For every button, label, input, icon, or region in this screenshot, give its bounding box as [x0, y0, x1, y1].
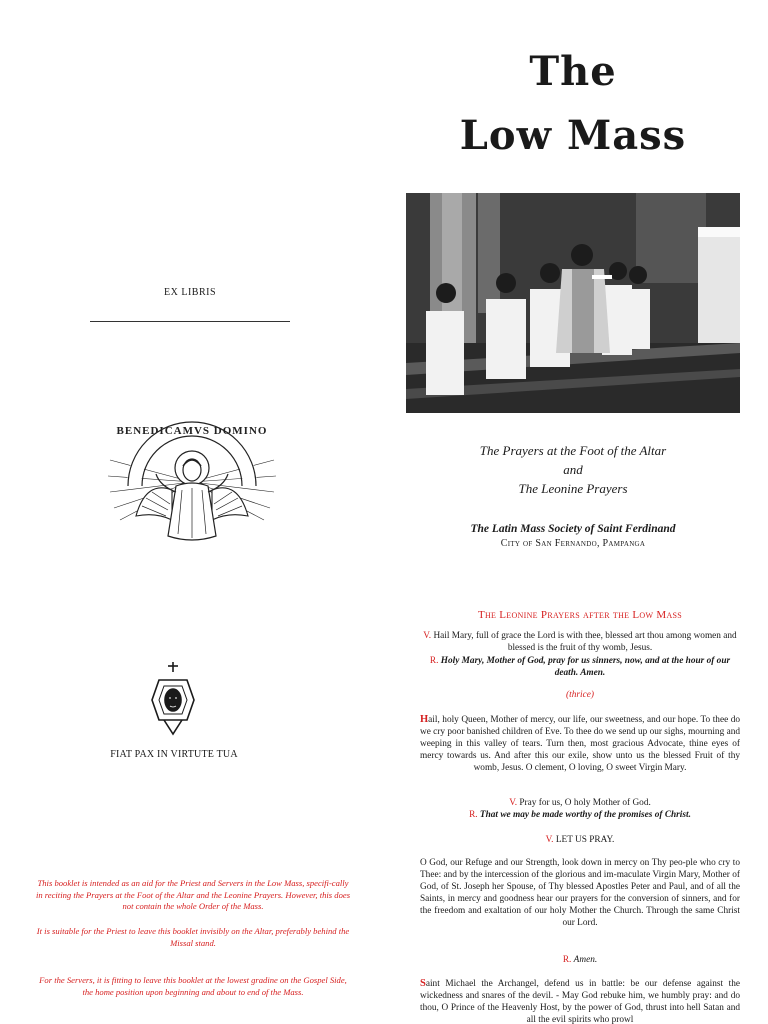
- ex-libris-label: EX LIBRIS: [164, 287, 216, 298]
- hail-mary-response: [420, 656, 740, 680]
- hail-mary-text: Hail Mary, full of grace the Lord is with thee, blessed art thou among women and blessed is the fruit of thy womb, Jesus.: [433, 631, 737, 653]
- usage-note-2: It is suitable for the Priest to leave this booklet invisibly on the Altar, preferably behind the Missal stand.: [36, 926, 350, 948]
- pray-for-us-text: Pray for us, O holy Mother of God.: [519, 798, 651, 808]
- response-mark: R.: [469, 810, 478, 820]
- holy-face-cross-emblem: [150, 660, 196, 736]
- let-us-pray-text: LET US PRAY.: [555, 835, 615, 845]
- usage-note-1: This booklet is intended as an aid for the Priest and Servers in the Low Mass, specifi-cally in reciting the Prayers at the Foot of the Altar and the Leonine Prayers. However, this does not contain the whole Order of the Mass.: [35, 878, 351, 911]
- let-us-pray-line: [420, 835, 740, 845]
- versicle-mark: V.: [509, 798, 518, 808]
- title-line-2: Low Mass: [459, 112, 687, 159]
- hail-holy-queen-initial: H: [420, 714, 429, 725]
- o-god-our-refuge-prayer: O God, our Refuge and our Strength, look down in mercy on Thy peo-ple who cry to Thee: and by the intercession of the glorious and im-maculate Virgin Mary, Mother of God, of St. Joseph her Spouse, of Thy blessed Apostles Peter and Paul, and of all the Saints, in mercy and goodness hear our prayers for the conversion of sinners, and for the freedom and exaltation of our holy Mother the Church. Through the same Christ our Lord.: [420, 858, 740, 928]
- subtitle-line-2: The Leonine Prayers: [518, 481, 628, 496]
- ex-libris-signature-line: [90, 321, 290, 322]
- seal-lettering: BENEDICAMVS DOMINO: [116, 425, 268, 437]
- motto-text: FIAT PAX IN VIRTUTE TUA: [110, 749, 238, 760]
- promises-of-christ-text: That we may be made worthy of the promises of Christ.: [479, 810, 691, 820]
- thrice-rubric: (thrice): [566, 690, 594, 700]
- prayers-heading: The Leonine Prayers after the Low Mass: [477, 609, 683, 621]
- city-name: City of San Fernando, Pampanga: [500, 538, 646, 549]
- subtitle-and: and: [563, 462, 583, 477]
- hail-holy-queen-text: ail, holy Queen, Mother of mercy, our life, our sweetness, and our hope. To thee do we cry poor banished children of Eve. To thee do we send up our sighs, mourning and weeping in this valley of tears. Turn then, most gracious Advocate, thine eyes of mercy towards us. And after this our exile, show unto us the blessed Fruit of thy womb, Jesus. O clement, O loving, O sweet Virgin Mary.: [420, 715, 740, 773]
- pray-for-us-response: [420, 810, 740, 822]
- response-mark: R.: [562, 955, 572, 965]
- society-name: The Latin Mass Society of Saint Ferdinand: [470, 523, 676, 535]
- altar-servers-photo: [406, 193, 740, 413]
- usage-note-3: For the Servers, it is fitting to leave this booklet at the lowest gradine on the Gospel Side, the home position upon beginning and about to end of the Mass.: [39, 975, 347, 997]
- amen-text: Amen.: [573, 955, 598, 965]
- st-michael-initial: S: [420, 978, 426, 989]
- benedicamus-domino-seal: [106, 420, 278, 548]
- subtitle-line-1: The Prayers at the Foot of the Altar: [479, 443, 667, 458]
- versicle-mark: V.: [423, 631, 432, 641]
- versicle-mark: V.: [545, 835, 554, 845]
- amen-response: [420, 955, 740, 965]
- hail-holy-queen-prayer: [420, 714, 740, 775]
- pray-for-us-versicle: [420, 798, 740, 810]
- st-michael-text: aint Michael the Archangel, defend us in battle: be our defense against the wickedness and snares of the devil. - May God rebuke him, we humbly pray: and do thou, O Prince of the Heavenly Host, by the power of God, thrust into hell Satan and all the evil spirits who prowl: [420, 979, 740, 1024]
- title-line-1: The: [529, 48, 617, 95]
- hail-mary-versicle: [420, 631, 740, 655]
- st-michael-prayer: [420, 978, 740, 1024]
- holy-mary-text: Holy Mary, Mother of God, pray for us sinners, now, and at the hour of our death. Amen.: [440, 656, 731, 678]
- response-mark: R.: [429, 656, 439, 666]
